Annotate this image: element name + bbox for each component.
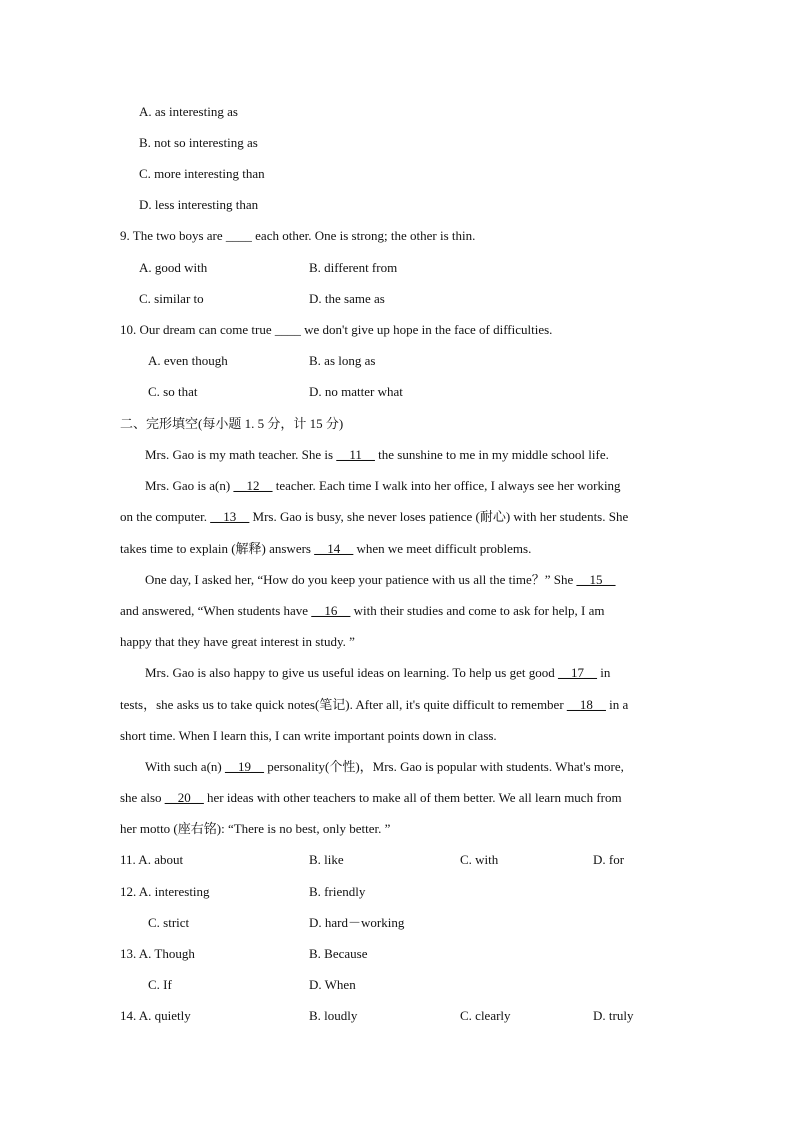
passage-text: One day, I asked her, “How do you keep your patience with us all the time？” She	[145, 572, 577, 587]
q8-option-b: B. not so interesting as	[139, 135, 258, 150]
q10-stem: 10. Our dream can come true ____ we don't give up hope in the face of difficulties.	[120, 322, 553, 337]
passage-text: she also	[120, 790, 165, 805]
q12-option-c: C. strict	[148, 915, 190, 930]
q13-option-b: B. Because	[309, 946, 368, 961]
q9-stem: 9. The two boys are ____ each other. One is strong; the other is thin.	[120, 228, 476, 243]
q8-option-c: C. more interesting than	[139, 166, 265, 181]
passage-line	[145, 759, 624, 775]
passage-line	[120, 790, 622, 806]
passage-line	[120, 697, 628, 713]
passage-line: her motto (座右铭): “There is no best, only better. ”	[120, 821, 391, 836]
q10-option-b: B. as long as	[309, 353, 376, 368]
passage-text: when we meet difficult problems.	[353, 541, 532, 556]
q12-option-b: B. friendly	[309, 884, 366, 899]
q12-option-a: 12. A. interesting	[120, 884, 210, 899]
q11-option-c: C. with	[460, 852, 499, 867]
passage-line	[145, 665, 610, 681]
q10-option-c: C. so that	[148, 384, 198, 399]
blank-13: __13__	[210, 509, 250, 524]
blank-11: __11__	[336, 447, 375, 462]
passage-text: her ideas with other teachers to make all of them better. We all learn much from	[203, 790, 622, 805]
passage-text: the sunshine to me in my middle school life.	[374, 447, 609, 462]
passage-text: with their studies and come to ask for help, I am	[350, 603, 605, 618]
q14-option-c: C. clearly	[460, 1008, 511, 1023]
passage-line: happy that they have great interest in study. ”	[120, 634, 355, 649]
passage-text: personality(个性)，Mrs. Gao is popular with students. What's more,	[263, 759, 624, 774]
passage-text: in a	[605, 697, 629, 712]
q13-option-d: D. When	[309, 977, 356, 992]
q8-option-a: A. as interesting as	[139, 104, 238, 119]
passage-text: Mrs. Gao is a(n)	[145, 478, 234, 493]
passage-line	[120, 541, 531, 557]
passage-line	[120, 603, 605, 619]
q11-option-a: 11. A. about	[120, 852, 184, 867]
blank-12: __12__	[233, 478, 273, 493]
q14-option-d: D. truly	[593, 1008, 634, 1023]
q11-option-b: B. like	[309, 852, 344, 867]
passage-line	[145, 447, 609, 463]
q12-option-d: D. hard－working	[309, 915, 405, 930]
passage-text: With such a(n)	[145, 759, 225, 774]
blank-18: __18__	[566, 697, 606, 712]
blank-19: __19__	[224, 759, 264, 774]
section-heading: 二、完形填空(每小题 1. 5 分，计 15 分)	[120, 416, 344, 431]
passage-line	[145, 572, 615, 588]
q13-option-a: 13. A. Though	[120, 946, 195, 961]
q10-option-a: A. even though	[148, 353, 228, 368]
passage-text: Mrs. Gao is my math teacher. She is	[145, 447, 337, 462]
q9-option-a: A. good with	[139, 260, 208, 275]
passage-line: short time. When I learn this, I can write important points down in class.	[120, 728, 497, 743]
passage-text: tests，she asks us to take quick notes(笔记). After all, it's quite difficult to remember	[120, 697, 567, 712]
q9-option-c: C. similar to	[139, 291, 204, 306]
passage-text: in	[597, 665, 611, 680]
q14-option-a: 14. A. quietly	[120, 1008, 191, 1023]
blank-14: __14__	[314, 541, 354, 556]
blank-17: __17__	[558, 665, 597, 680]
blank-15: __15__	[576, 572, 616, 587]
blank-16: __16__	[311, 603, 351, 618]
passage-text: teacher. Each time I walk into her office, I always see her working	[272, 478, 621, 493]
passage-text: takes time to explain (解释) answers	[120, 541, 315, 556]
q8-option-d: D. less interesting than	[139, 197, 259, 212]
passage-text: Mrs. Gao is also happy to give us useful ideas on learning. To help us get good	[145, 665, 558, 680]
q14-option-b: B. loudly	[309, 1008, 358, 1023]
q13-option-c: C. If	[148, 977, 172, 992]
passage-text: and answered, “When students have	[120, 603, 312, 618]
passage-line	[120, 509, 628, 525]
passage-line	[145, 478, 621, 494]
q9-option-b: B. different from	[309, 260, 398, 275]
q11-option-d: D. for	[593, 852, 625, 867]
passage-text: Mrs. Gao is busy, she never loses patience (耐心) with her students. She	[249, 509, 629, 524]
q10-option-d: D. no matter what	[309, 384, 403, 399]
q9-option-d: D. the same as	[309, 291, 385, 306]
passage-text: on the computer.	[120, 509, 211, 524]
blank-20: __20__	[164, 790, 204, 805]
